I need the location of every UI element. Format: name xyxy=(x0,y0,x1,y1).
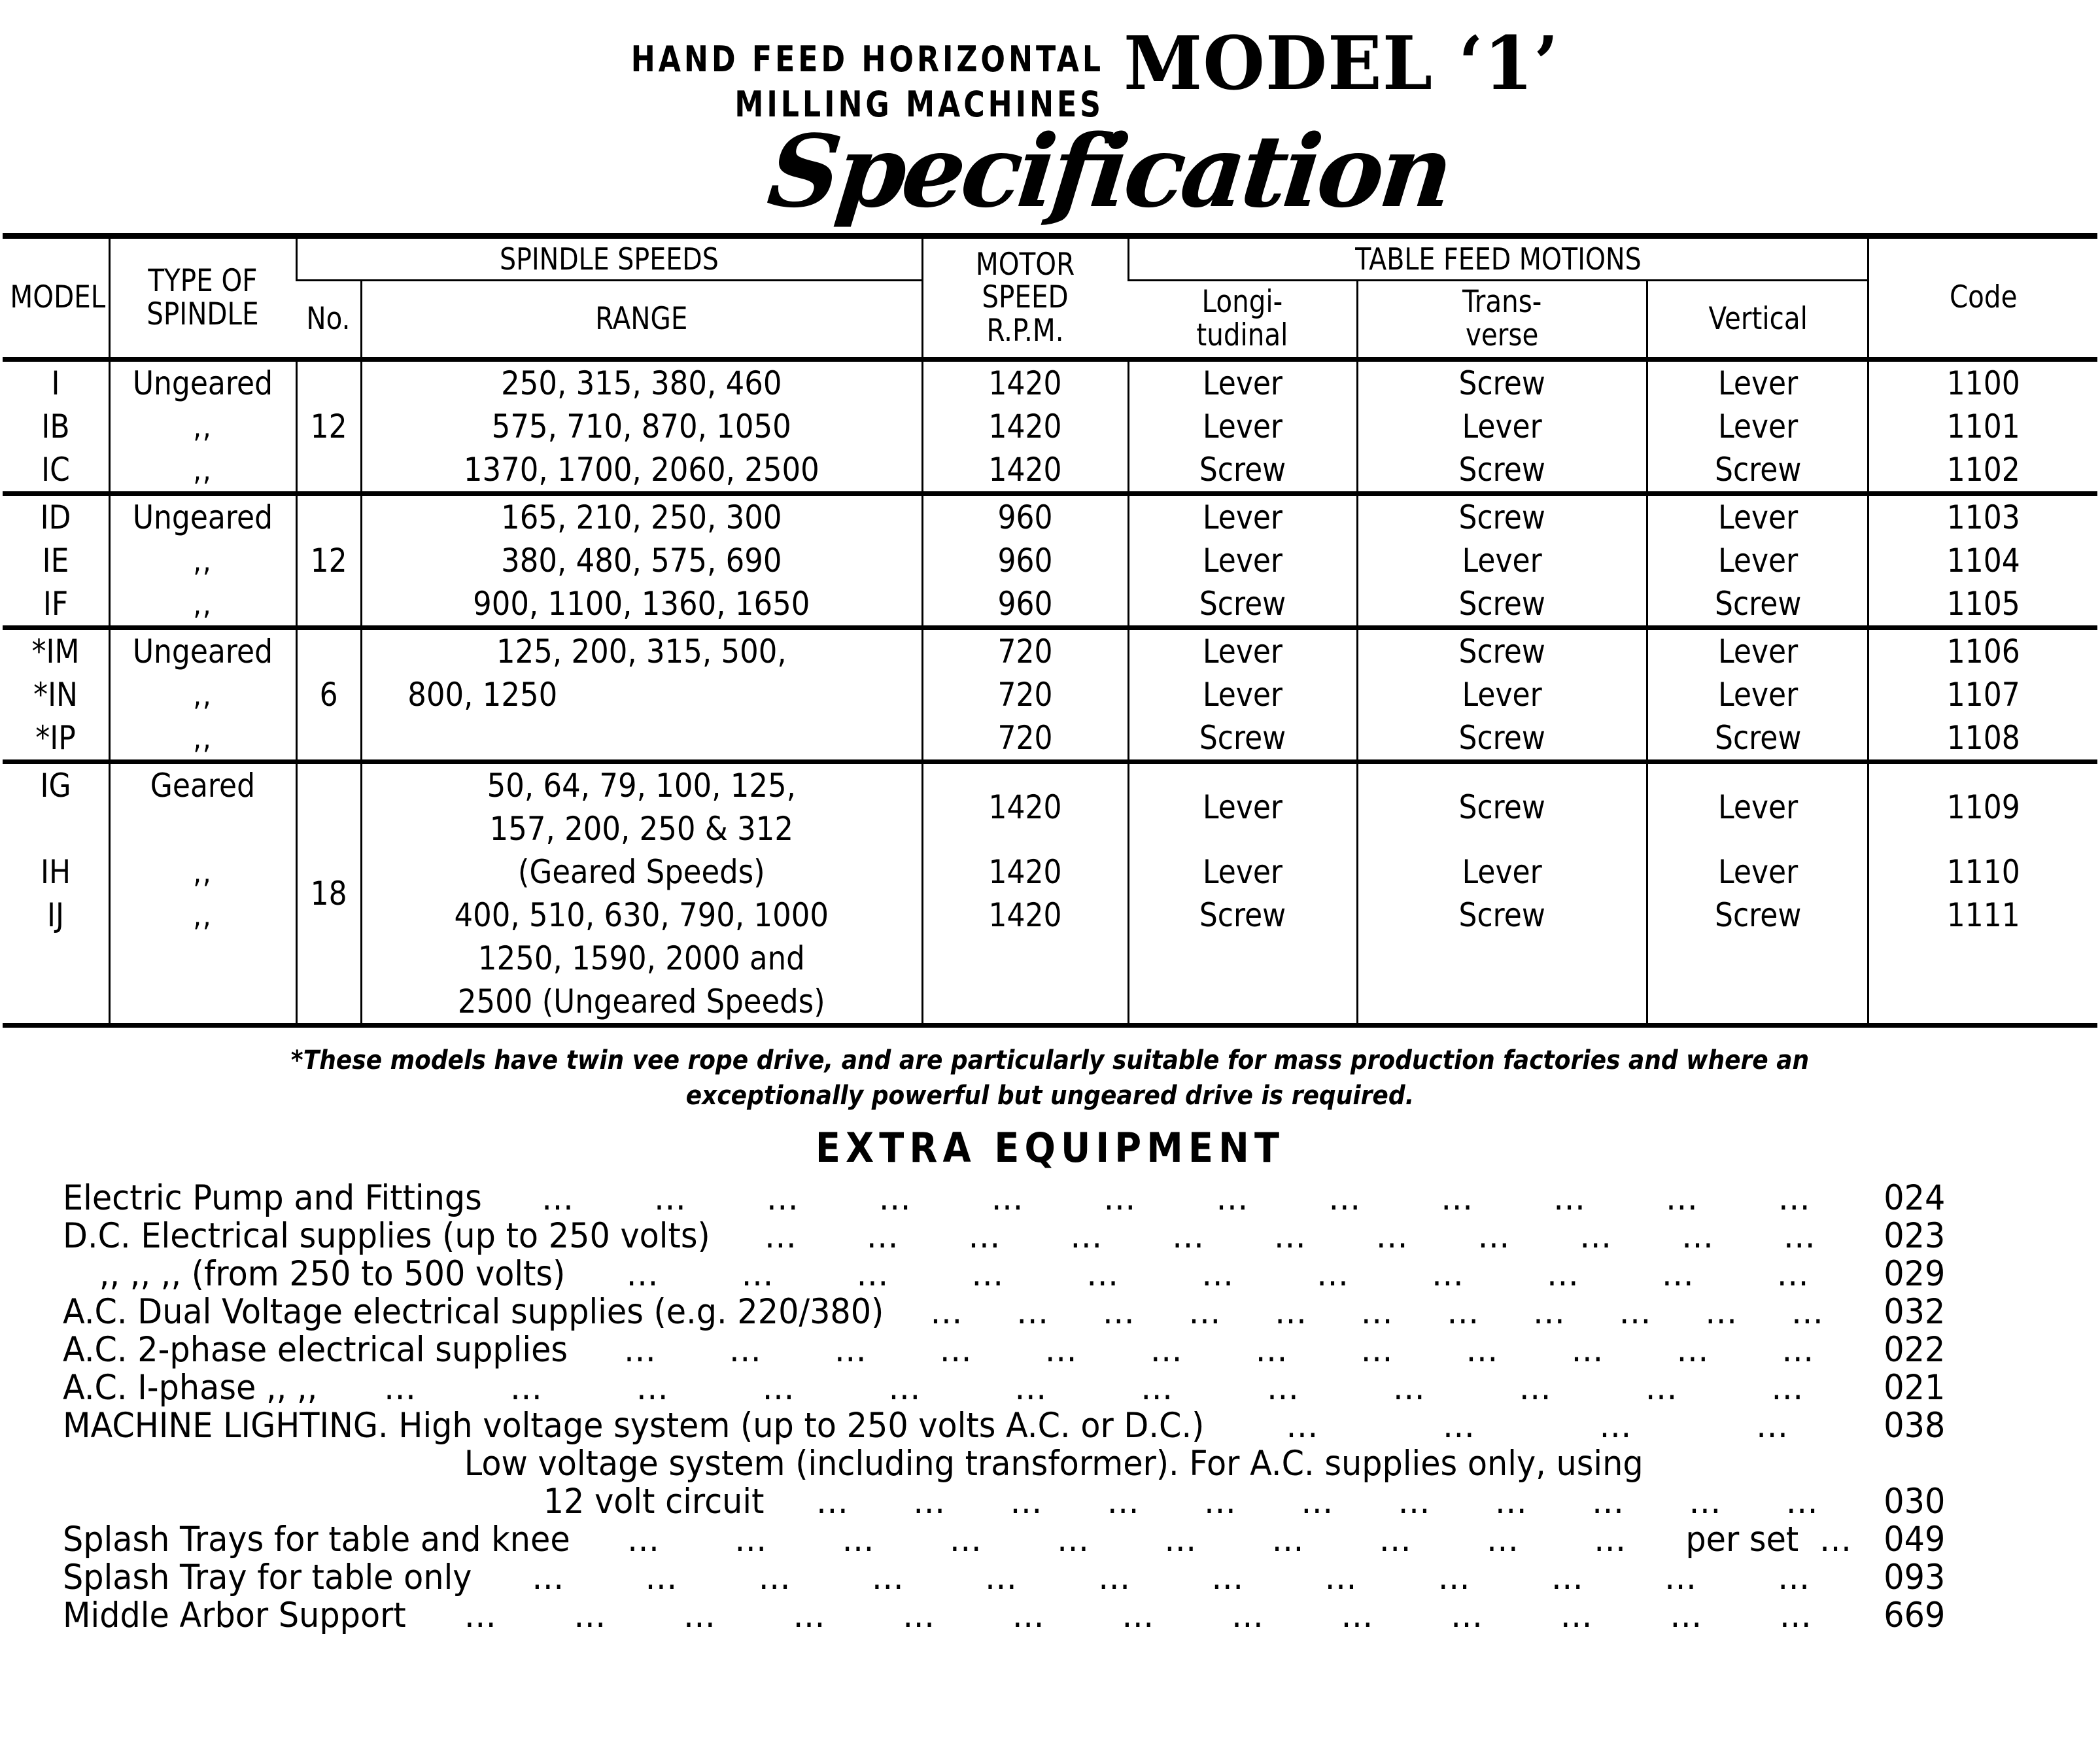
cell-longitudinal: Lever xyxy=(1142,405,1343,448)
cell-model: IH xyxy=(40,853,71,892)
cell-vertical xyxy=(1661,937,1855,980)
th-type-of-spindle-line-2: SPINDLE xyxy=(146,296,259,332)
list-item xyxy=(63,1370,1945,1408)
cell-model: *IM xyxy=(9,628,103,674)
equipment-code: 021 xyxy=(1884,1368,1946,1408)
table-footnote xyxy=(105,1043,1995,1113)
equipment-label: ,, ,, ,, (from 250 to 500 volts) xyxy=(99,1254,566,1295)
table-row xyxy=(3,762,2097,808)
equipment-label: Low voltage system (including transformer). For A.C. supplies only, using xyxy=(464,1444,1644,1484)
cell-motor: 720 xyxy=(935,628,1116,674)
cell-code: 1111 xyxy=(1882,894,2084,937)
equipment-label: A.C. I-phase ,, ,, xyxy=(63,1368,318,1408)
cell-motor: 720 xyxy=(935,716,1116,762)
cell-longitudinal: Lever xyxy=(1142,360,1343,406)
cell-range: 165, 210, 250, 300 xyxy=(389,494,894,540)
th-type-of-spindle xyxy=(122,236,283,360)
cell-vertical: Lever xyxy=(1661,405,1855,448)
equipment-label: A.C. 2-phase electrical supplies xyxy=(63,1330,568,1370)
equipment-label: Middle Arbor Support xyxy=(63,1596,406,1636)
cell-motor: 1420 xyxy=(935,360,1116,406)
equipment-code: 024 xyxy=(1884,1178,1946,1219)
equipment-code: 023 xyxy=(1884,1216,1946,1257)
cell-vertical: Lever xyxy=(1661,360,1855,406)
cell-code: 1100 xyxy=(1882,360,2084,406)
cell-range: 800, 1250 xyxy=(389,673,894,716)
cell-motor: 1420 xyxy=(935,850,1116,894)
cell-code: 1105 xyxy=(1882,582,2084,628)
cell-transverse: Screw xyxy=(1375,716,1630,762)
cell-vertical: Lever xyxy=(1661,539,1855,582)
cell-model: ID xyxy=(9,494,103,540)
cell-vertical: Lever xyxy=(1661,494,1855,540)
cell-vertical: Lever xyxy=(1661,850,1855,894)
cell-code xyxy=(1882,937,2084,980)
th-vertical: Vertical xyxy=(1662,281,1853,360)
cell-spindle: ,, xyxy=(120,539,285,582)
table-row xyxy=(3,494,2097,540)
cell-longitudinal xyxy=(1142,937,1343,980)
cell-spindle: ,, xyxy=(120,850,285,894)
list-item xyxy=(63,1254,1946,1295)
table-row xyxy=(3,360,2097,406)
cell-range: 125, 200, 315, 500, xyxy=(389,628,894,674)
cell-model: *IN xyxy=(33,676,78,714)
equipment-label: 12 volt circuit xyxy=(543,1482,765,1522)
extra-equipment-heading: EXTRA EQUIPMENT xyxy=(815,1124,1285,1172)
cell-motor: 1420 xyxy=(935,762,1116,851)
cell-no: 6 xyxy=(300,628,357,762)
cell-motor: 1420 xyxy=(935,894,1116,937)
list-item xyxy=(63,1408,1945,1446)
cell-model: *IP xyxy=(35,719,76,758)
cell-longitudinal: Lever xyxy=(1142,673,1343,716)
cell-code: 1110 xyxy=(1882,850,2084,894)
cell-longitudinal: Screw xyxy=(1142,716,1343,762)
cell-vertical xyxy=(1661,980,1855,1026)
cell-model xyxy=(9,807,103,850)
equipment-code: 032 xyxy=(1884,1292,1946,1333)
leader-dots: … … … … … … … … … … … … xyxy=(623,1330,1817,1370)
cell-vertical: Lever xyxy=(1661,628,1855,674)
cell-code: 1106 xyxy=(1882,628,2084,674)
cell-code: 1102 xyxy=(1882,448,2084,494)
cell-longitudinal xyxy=(1142,980,1343,1026)
cell-spindle: ,, xyxy=(120,448,285,494)
cell-model: IG xyxy=(9,762,103,808)
table-header-row-top xyxy=(3,236,2097,281)
cell-vertical: Lever xyxy=(1661,673,1855,716)
equipment-code: 669 xyxy=(1884,1596,1946,1636)
leader-dots: … … … … … … … … … … … xyxy=(930,1292,1826,1333)
cell-spindle: ,, xyxy=(120,716,285,762)
cell-motor xyxy=(935,980,1116,1026)
cell-longitudinal: Lever xyxy=(1142,628,1343,674)
cell-longitudinal: Lever xyxy=(1142,539,1343,582)
th-longitudinal xyxy=(1145,281,1341,360)
cell-no: 12 xyxy=(300,360,357,494)
equipment-label: Electric Pump and Fittings xyxy=(63,1178,482,1219)
th-no: No. xyxy=(306,300,351,337)
equipment-code: 038 xyxy=(1884,1406,1946,1446)
cell-model: IJ xyxy=(47,896,64,935)
cell-range: 50, 64, 79, 100, 125, xyxy=(389,762,894,808)
equipment-label: Splash Tray for table only xyxy=(63,1558,472,1598)
cell-motor: 960 xyxy=(935,539,1116,582)
page-title: MODEL ‘1’ xyxy=(1124,21,1560,107)
list-item xyxy=(63,1446,1945,1484)
equipment-label: Splash Trays for table and knee xyxy=(63,1520,570,1560)
cell-vertical: Screw xyxy=(1661,716,1855,762)
spec-table xyxy=(3,233,2097,1028)
cell-code xyxy=(1882,980,2084,1026)
cell-spindle xyxy=(120,937,285,980)
cell-transverse: Lever xyxy=(1375,405,1630,448)
cell-range: 1250, 1590, 2000 and xyxy=(389,937,894,980)
cell-longitudinal: Lever xyxy=(1142,494,1343,540)
table-bottom-rule xyxy=(3,1026,2097,1028)
cell-transverse xyxy=(1375,937,1630,980)
cell-spindle: Ungeared xyxy=(120,360,285,406)
leader-dots: … … … … … … … … … … … xyxy=(626,1254,1812,1295)
per-set-label: per set xyxy=(1685,1520,1799,1560)
equipment-label: D.C. Electrical supplies (up to 250 volts) xyxy=(63,1216,710,1257)
th-transverse-line-2: verse xyxy=(1466,317,1539,354)
cell-range xyxy=(389,716,894,762)
cell-no: 18 xyxy=(300,762,357,1026)
cell-vertical: Lever xyxy=(1661,762,1855,851)
equipment-code: 049 xyxy=(1884,1520,1946,1560)
leader-dots: … … … … … … … … … … … … xyxy=(532,1558,1812,1598)
cell-spindle: Ungeared xyxy=(120,494,285,540)
cell-transverse: Lever xyxy=(1375,673,1630,716)
cell-spindle: Ungeared xyxy=(120,628,285,674)
cell-longitudinal: Screw xyxy=(1142,448,1343,494)
cell-motor: 960 xyxy=(935,582,1116,628)
cell-range: 575, 710, 870, 1050 xyxy=(389,405,894,448)
cell-spindle: ,, xyxy=(120,894,285,937)
cell-spindle: ,, xyxy=(120,582,285,628)
th-transverse xyxy=(1377,281,1627,360)
header-kicker-line-2: MILLING MACHINES xyxy=(734,84,1105,126)
cell-range: (Geared Speeds) xyxy=(389,850,894,894)
cell-range: 2500 (Ungeared Speeds) xyxy=(389,980,894,1026)
leader-dots: … … … … … … … … … … … xyxy=(764,1216,1818,1257)
specification-script-heading: Specification xyxy=(763,113,1455,230)
spec-table-container xyxy=(0,233,2100,1028)
cell-transverse: Screw xyxy=(1375,628,1630,674)
cell-no: 12 xyxy=(300,494,357,628)
leader-dots: … … … … … … … … … … … … … xyxy=(464,1596,1814,1636)
cell-range: 400, 510, 630, 790, 1000 xyxy=(389,894,894,937)
leader-dots: … … … … … … … … … … xyxy=(627,1520,1629,1560)
cell-motor: 720 xyxy=(935,673,1116,716)
page-header xyxy=(0,0,2100,127)
cell-transverse: Screw xyxy=(1375,582,1630,628)
cell-model xyxy=(9,980,103,1026)
cell-model: IF xyxy=(43,585,69,623)
leader-dots-tail: … xyxy=(1819,1520,1852,1560)
th-longitudinal-line-2: tudinal xyxy=(1196,317,1288,354)
equipment-label: A.C. Dual Voltage electrical supplies (e.g. 220/380) xyxy=(63,1292,884,1333)
cell-transverse: Lever xyxy=(1375,539,1630,582)
cell-motor xyxy=(935,937,1116,980)
leader-dots: … … … … … … … … … … … … xyxy=(541,1178,1813,1219)
cell-range: 250, 315, 380, 460 xyxy=(389,360,894,406)
equipment-code: 029 xyxy=(1884,1254,1946,1295)
cell-code: 1108 xyxy=(1882,716,2084,762)
cell-range: 1370, 1700, 2060, 2500 xyxy=(389,448,894,494)
table-row xyxy=(3,628,2097,674)
cell-model: IB xyxy=(41,408,70,446)
cell-model xyxy=(9,937,103,980)
list-item xyxy=(63,1598,1945,1636)
cell-range: 380, 480, 575, 690 xyxy=(389,539,894,582)
cell-spindle xyxy=(120,980,285,1026)
footnote-line-1: *These models have twin vee rope drive, and are particularly suitable for mass production factories and where an xyxy=(290,1045,1810,1076)
th-table-feed-motions: TABLE FEED MOTIONS xyxy=(1180,236,1816,281)
list-item xyxy=(63,1292,1946,1333)
cell-spindle: ,, xyxy=(120,673,285,716)
equipment-code: 022 xyxy=(1884,1330,1946,1370)
equipment-code: 030 xyxy=(1884,1482,1946,1522)
cell-longitudinal: Screw xyxy=(1142,582,1343,628)
cell-model: IE xyxy=(42,542,69,580)
th-code: Code xyxy=(1884,236,2081,360)
cell-code: 1107 xyxy=(1882,673,2084,716)
cell-spindle: ,, xyxy=(120,405,285,448)
cell-vertical: Screw xyxy=(1661,448,1855,494)
leader-dots: … … … … … … … … … … … … xyxy=(383,1368,1806,1408)
cell-motor: 1420 xyxy=(935,405,1116,448)
cell-code: 1101 xyxy=(1882,405,2084,448)
equipment-label: MACHINE LIGHTING. High voltage system (up to 250 volts A.C. or D.C.) xyxy=(63,1406,1205,1446)
leader-dots: … … … … xyxy=(1286,1406,1791,1446)
th-motor-speed-line-1: MOTOR xyxy=(975,246,1075,283)
cell-vertical: Screw xyxy=(1661,894,1855,937)
cell-model: I xyxy=(9,360,103,406)
equipment-code: 093 xyxy=(1884,1558,1946,1598)
leader-dots: … … … … … … … … … … … xyxy=(816,1482,1821,1522)
th-range: RANGE xyxy=(400,281,883,360)
cell-vertical: Screw xyxy=(1661,582,1855,628)
cell-transverse: Lever xyxy=(1375,850,1630,894)
cell-transverse xyxy=(1375,980,1630,1026)
cell-longitudinal: Lever xyxy=(1142,850,1343,894)
cell-range: 157, 200, 250 & 312 xyxy=(389,807,894,850)
cell-range: 900, 1100, 1360, 1650 xyxy=(389,582,894,628)
th-model: MODEL xyxy=(10,279,106,316)
cell-transverse: Screw xyxy=(1375,494,1630,540)
th-motor-speed-line-3: R.P.M. xyxy=(986,313,1064,349)
extra-equipment-list xyxy=(0,1178,2100,1636)
cell-code: 1103 xyxy=(1882,494,2084,540)
list-item xyxy=(63,1178,1946,1219)
cell-transverse: Screw xyxy=(1375,448,1630,494)
cell-longitudinal: Lever xyxy=(1142,762,1343,851)
th-motor-speed xyxy=(937,236,1114,360)
list-item xyxy=(63,1216,1946,1257)
cell-longitudinal: Screw xyxy=(1142,894,1343,937)
cell-motor: 1420 xyxy=(935,448,1116,494)
cell-code: 1109 xyxy=(1882,762,2084,851)
list-item xyxy=(63,1330,1946,1370)
list-item xyxy=(63,1560,1945,1598)
header-kicker-line-1: HAND FEED HORIZONTAL xyxy=(630,39,1105,80)
cell-spindle: Geared xyxy=(120,762,285,808)
th-type-of-spindle-line-1: TYPE OF xyxy=(148,262,258,299)
list-item xyxy=(63,1484,1945,1522)
th-transverse-line-1: Trans- xyxy=(1462,284,1542,321)
cell-transverse: Screw xyxy=(1375,360,1630,406)
th-spindle-speeds: SPINDLE SPEEDS xyxy=(340,236,878,281)
cell-code: 1104 xyxy=(1882,539,2084,582)
cell-transverse: Screw xyxy=(1375,894,1630,937)
cell-spindle xyxy=(120,807,285,850)
list-item xyxy=(63,1522,1945,1560)
th-motor-speed-line-2: SPEED xyxy=(982,279,1069,316)
cell-model: IC xyxy=(41,451,70,489)
cell-transverse: Screw xyxy=(1375,762,1630,851)
footnote-line-2: exceptionally powerful but ungeared drive is required. xyxy=(685,1080,1415,1111)
cell-motor: 960 xyxy=(935,494,1116,540)
th-longitudinal-line-1: Longi- xyxy=(1201,284,1283,321)
